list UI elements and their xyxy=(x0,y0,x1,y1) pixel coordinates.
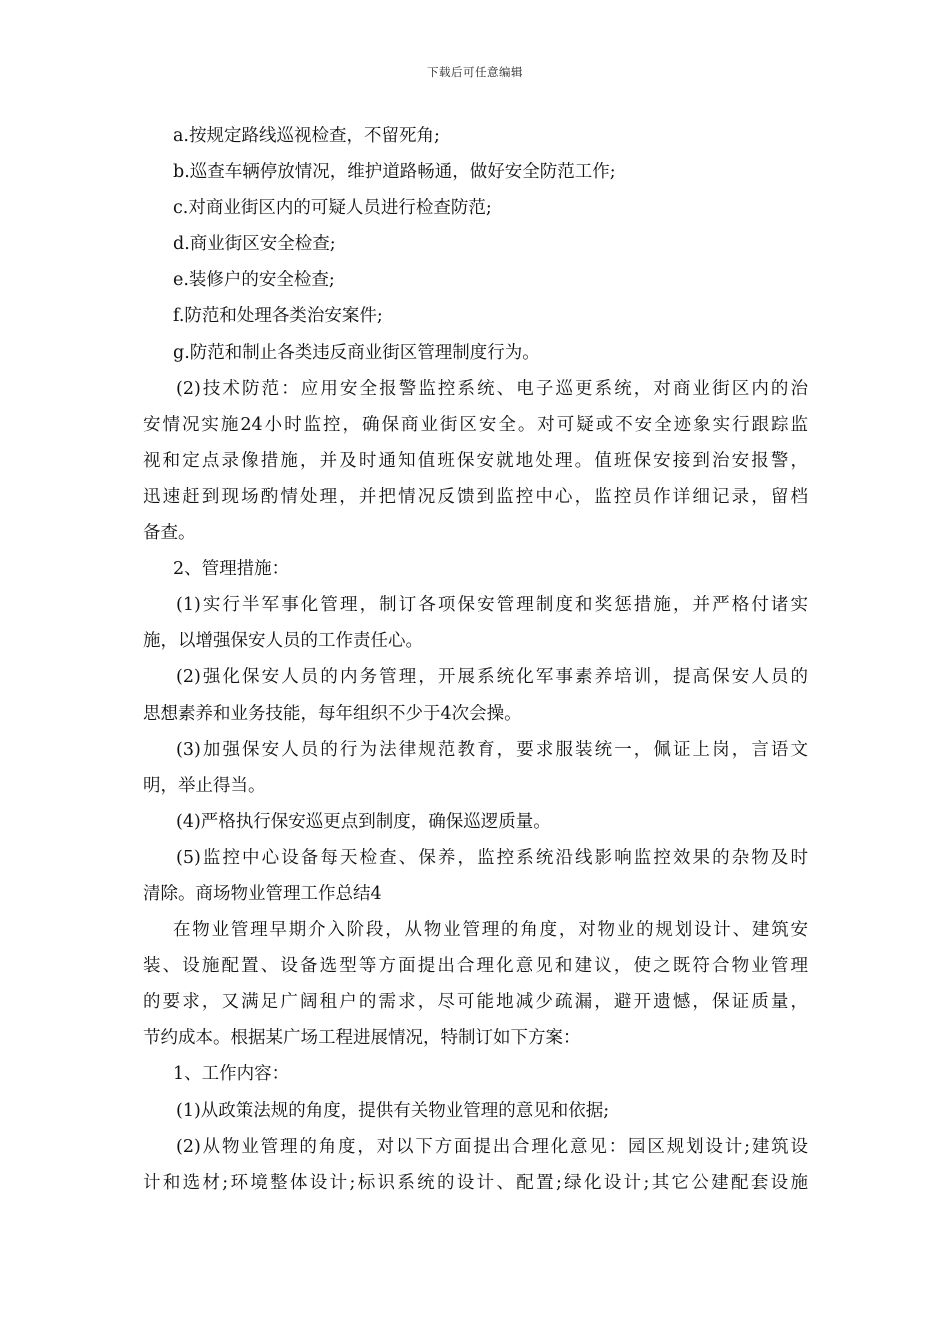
text-line: 1、工作内容： xyxy=(173,1064,290,1085)
text-line: (2)从物业管理的角度，对以下方面提出合理化意见：园区规划设计;建筑设 xyxy=(176,1136,808,1157)
text-line: 安情况实施24小时监控，确保商业街区安全。对可疑或不安全迹象实行跟踪监 xyxy=(143,414,808,435)
text-line: (2)技术防范：应用安全报警监控系统、电子巡更系统，对商业街区内的治 xyxy=(176,378,808,399)
text-line: 2、管理措施： xyxy=(173,559,290,580)
text-line: (5)监控中心设备每天检查、保养，监控系统沿线影响监控效果的杂物及时 xyxy=(176,847,808,868)
text-line: b.巡查车辆停放情况，维护道路畅通，做好安全防范工作; xyxy=(173,162,616,183)
text-line: 备查。 xyxy=(143,523,196,544)
page-header: 下载后可任意编辑 xyxy=(427,65,523,79)
text-line: f.防范和处理各类治安案件; xyxy=(173,306,383,327)
text-line: d.商业街区安全检查; xyxy=(173,234,336,255)
text-line: (1)实行半军事化管理，制订各项保安管理制度和奖惩措施，并严格付诸实 xyxy=(176,595,808,616)
text-line: 视和定点录像措施，并及时通知值班保安就地处理。值班保安接到治安报警， xyxy=(143,450,808,471)
document-body xyxy=(143,118,808,1201)
text-line: 节约成本。根据某广场工程进展情况，特制订如下方案： xyxy=(143,1028,581,1049)
text-line: 施，以增强保安人员的工作责任心。 xyxy=(143,631,423,652)
text-line: c.对商业街区内的可疑人员进行检查防范; xyxy=(173,198,492,219)
text-line: 装、设施配置、设备选型等方面提出合理化意见和建议，使之既符合物业管理 xyxy=(143,956,808,977)
text-line: 思想素养和业务技能，每年组织不少于4次会操。 xyxy=(143,703,522,724)
text-line: a.按规定路线巡视检查，不留死角; xyxy=(173,126,440,146)
text-line: 计和选材;环境整体设计;标识系统的设计、配置;绿化设计;其它公建配套设施 xyxy=(143,1172,808,1193)
text-line: (3)加强保安人员的行为法律规范教育，要求服装统一，佩证上岗，言语文 xyxy=(176,739,808,760)
text-line: e.装修户的安全检查; xyxy=(173,270,335,291)
text-line: 迅速赶到现场酌情处理，并把情况反馈到监控中心，监控员作详细记录，留档 xyxy=(143,486,808,507)
text-line: 的要求，又满足广阔租户的需求，尽可能地减少疏漏，避开遗憾，保证质量， xyxy=(143,992,808,1013)
text-line: 明，举止得当。 xyxy=(143,775,266,796)
text-line: 在物业管理早期介入阶段，从物业管理的角度，对物业的规划设计、建筑安 xyxy=(173,920,808,941)
text-line: 清除。商场物业管理工作总结4 xyxy=(143,883,382,904)
text-line: g.防范和制止各类违反商业街区管理制度行为。 xyxy=(173,342,540,363)
text-line: (4)严格执行保安巡更点到制度，确保巡逻质量。 xyxy=(176,811,551,832)
text-line: (2)强化保安人员的内务管理，开展系统化军事素养培训，提高保安人员的 xyxy=(176,667,808,688)
text-line: (1)从政策法规的角度，提供有关物业管理的意见和依据; xyxy=(176,1100,610,1121)
